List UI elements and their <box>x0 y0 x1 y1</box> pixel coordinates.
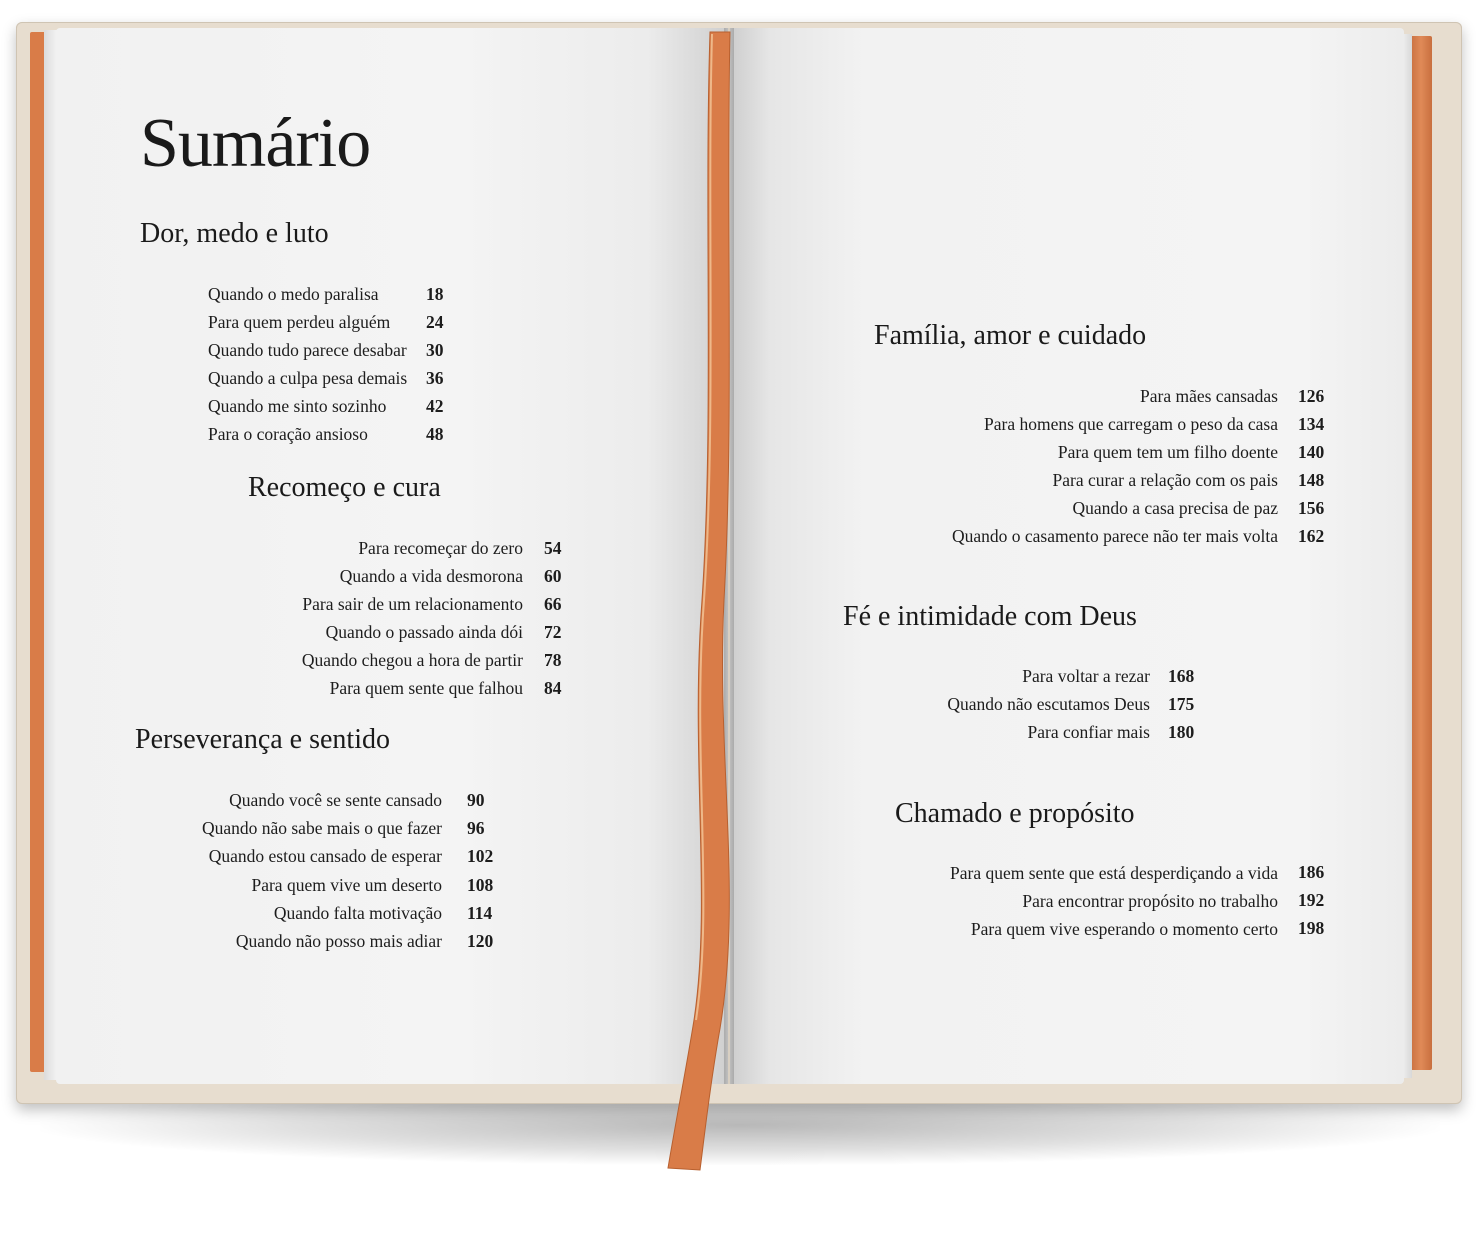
toc-entry-page: 114 <box>467 903 493 923</box>
toc-entry-label[interactable]: Para voltar a rezar <box>1022 666 1150 686</box>
section-heading: Perseverança e sentido <box>135 724 390 755</box>
section-heading: Chamado e propósito <box>895 798 1135 829</box>
toc-entry-label[interactable]: Para quem sente que está desperdiçando a vida <box>950 863 1278 883</box>
toc-entry-label[interactable]: Para sair de um relacionamento <box>302 594 523 614</box>
toc-entry-label[interactable]: Para o coração ansioso <box>208 424 368 444</box>
toc-entry-page: 120 <box>467 931 494 951</box>
toc-entry-page: 148 <box>1298 470 1325 490</box>
toc-entry-label[interactable]: Para recomeçar do zero <box>358 538 523 558</box>
section-heading: Recomeço e cura <box>248 472 441 503</box>
section-heading: Família, amor e cuidado <box>874 320 1147 351</box>
toc-entry-page: 180 <box>1168 722 1195 742</box>
toc-entry-page: 192 <box>1298 890 1325 910</box>
toc-entry-page: 78 <box>544 650 562 670</box>
toc-entry-label[interactable]: Para quem tem um filho doente <box>1057 442 1278 462</box>
toc-entry-page: 60 <box>544 566 562 586</box>
toc-entry-page: 90 <box>467 790 485 810</box>
toc-entry-label[interactable]: Para homens que carregam o peso da casa <box>984 414 1278 434</box>
toc-entry-page: 54 <box>544 538 562 558</box>
toc-entry-label[interactable]: Quando a casa precisa de paz <box>1072 498 1278 518</box>
toc-entry-page: 48 <box>426 424 444 444</box>
toc-entry-page: 186 <box>1298 862 1325 882</box>
toc-entry-page: 24 <box>426 312 444 332</box>
toc-entry-page: 162 <box>1298 526 1325 546</box>
toc-entry-page: 96 <box>467 818 485 838</box>
toc-entry-label[interactable]: Quando o passado ainda dói <box>325 622 523 642</box>
toc-entry-label[interactable]: Quando me sinto sozinho <box>208 396 387 416</box>
toc-entry-label[interactable]: Quando tudo parece desabar <box>208 340 407 360</box>
toc-entry-page: 18 <box>426 284 444 304</box>
toc-entry-label[interactable]: Quando você se sente cansado <box>229 790 442 810</box>
toc-entry-page: 30 <box>426 340 444 360</box>
toc-entry-label[interactable]: Para quem sente que falhou <box>329 678 523 698</box>
toc-entry-label[interactable]: Quando não sabe mais o que fazer <box>201 818 442 838</box>
toc-entry-label[interactable]: Para curar a relação com os pais <box>1052 470 1278 490</box>
toc-entry-label[interactable]: Para quem vive esperando o momento certo <box>970 919 1278 939</box>
toc-entry-label[interactable]: Para quem perdeu alguém <box>208 312 391 332</box>
toc-entry-label[interactable]: Quando o medo paralisa <box>208 284 379 304</box>
section-heading: Dor, medo e luto <box>140 218 329 249</box>
toc-entry-page: 102 <box>467 846 494 866</box>
toc-entry-label[interactable]: Quando a culpa pesa demais <box>208 368 408 388</box>
toc-entry-page: 168 <box>1168 666 1195 686</box>
toc-entry-page: 156 <box>1298 498 1325 518</box>
toc-entry-label[interactable]: Para quem vive um deserto <box>251 875 442 895</box>
toc-entry-page: 108 <box>467 875 494 895</box>
toc-entry-label[interactable]: Quando não escutamos Deus <box>947 694 1150 714</box>
toc-entry-label[interactable]: Quando não posso mais adiar <box>235 931 442 951</box>
toc-entry-page: 175 <box>1168 694 1195 714</box>
toc-entry-label[interactable]: Para confiar mais <box>1027 722 1150 742</box>
toc-entry-page: 36 <box>426 368 444 388</box>
toc-entry-label[interactable]: Quando chegou a hora de partir <box>301 650 523 670</box>
toc-entry-label[interactable]: Quando a vida desmorona <box>339 566 523 586</box>
toc-entry-page: 134 <box>1298 414 1325 434</box>
toc-entry-page: 198 <box>1298 918 1325 938</box>
section-heading: Fé e intimidade com Deus <box>843 601 1137 632</box>
toc-entry-label[interactable]: Quando estou cansado de esperar <box>208 846 442 866</box>
toc-entry-page: 84 <box>544 678 562 698</box>
toc-entry-page: 140 <box>1298 442 1325 462</box>
toc-entry-page: 42 <box>426 396 444 416</box>
toc-entry-label[interactable]: Quando o casamento parece não ter mais volta <box>951 526 1278 546</box>
toc-entry-page: 72 <box>544 622 562 642</box>
toc-entry-label[interactable]: Para mães cansadas <box>1140 386 1278 406</box>
page-title: Sumário <box>140 105 371 182</box>
toc-entry-page: 126 <box>1298 386 1325 406</box>
toc-entry-label[interactable]: Para encontrar propósito no trabalho <box>1022 891 1278 911</box>
toc-entry-page: 66 <box>544 594 562 614</box>
toc-entry-label[interactable]: Quando falta motivação <box>273 903 442 923</box>
